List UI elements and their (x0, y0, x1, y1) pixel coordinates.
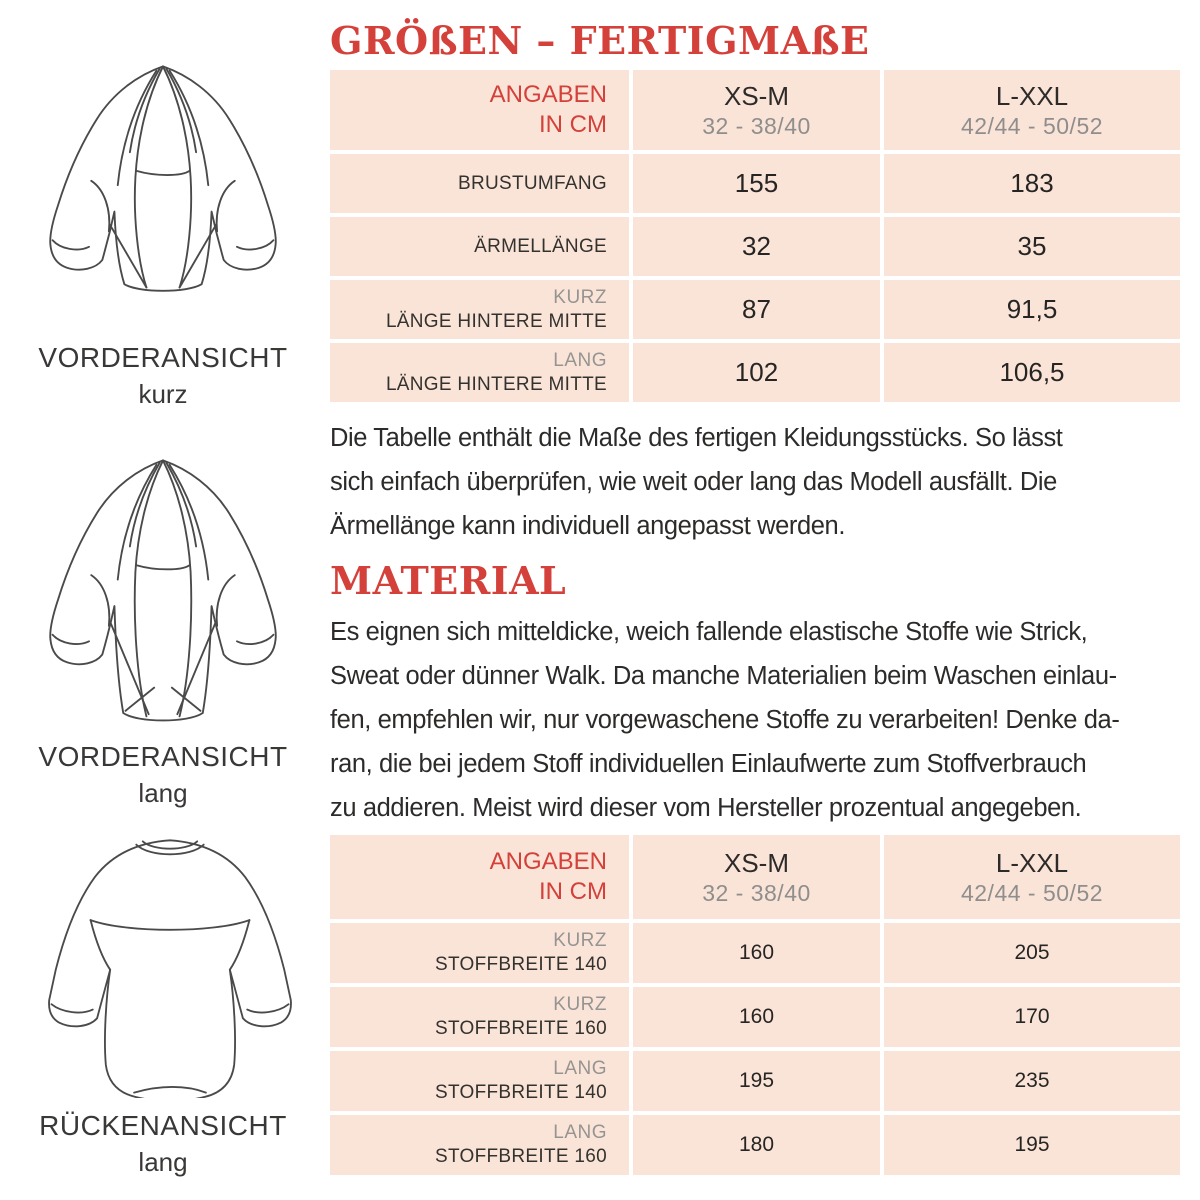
value-cell: 235 (884, 1051, 1180, 1111)
row-label-prefix: KURZ (553, 286, 607, 308)
table-header-units-line2: IN CM (539, 878, 607, 905)
paragraph-line: Die Tabelle enthält die Maße des fertigen Kleidungsstücks. So lässt (330, 424, 1063, 452)
front-view-short-drawing (25, 62, 301, 304)
size-range-label: 42/44 - 50/52 (960, 113, 1104, 139)
back-view-long-drawing (34, 836, 306, 1098)
fabric-requirements-table (330, 835, 1180, 1175)
size-group-label: XS-M (724, 81, 789, 111)
size-group-label: L-XXL (995, 81, 1069, 111)
row-label-cell (330, 280, 629, 339)
size-group-label: L-XXL (995, 848, 1069, 878)
value-cell: 170 (884, 987, 1180, 1047)
row-label: LÄNGE HINTERE MITTE (385, 373, 607, 395)
value-cell: 160 (633, 923, 880, 983)
table-header-units-cell (330, 70, 629, 150)
value-cell: 91,5 (884, 280, 1180, 339)
material-section-title: MATERIAL (330, 558, 567, 603)
paragraph-line: sich einfach überprüfen, wie weit oder lang das Modell ausfällt. Die (330, 468, 1057, 496)
size-range-label: 32 - 38/40 (702, 113, 811, 139)
table-header-units-cell (330, 835, 629, 919)
value-cell: 160 (633, 987, 880, 1047)
figure-sublabel-back-long: lang (138, 1147, 188, 1177)
row-label: STOFFBREITE 160 (434, 1146, 607, 1167)
value-cell: 32 (633, 217, 880, 276)
paragraph-line: fen, empfehlen wir, nur vorgewaschene Stoffe zu verarbeiten! Denke da- (330, 706, 1120, 734)
value-cell: 106,5 (884, 343, 1180, 402)
table-header-lxxl-cell (884, 835, 1180, 919)
row-label-cell (330, 1051, 629, 1111)
size-range-label: 42/44 - 50/52 (960, 880, 1104, 906)
sizes-paragraph (330, 416, 1190, 548)
table-header-lxxl-cell (884, 70, 1180, 150)
row-label-prefix: KURZ (553, 994, 607, 1015)
table-header-xsm-cell (633, 835, 880, 919)
material-paragraph (330, 610, 1190, 830)
row-label-prefix: LANG (553, 349, 607, 371)
value-cell: 195 (884, 1115, 1180, 1175)
table-header-units-line2: IN CM (539, 111, 607, 138)
row-label: BRUSTUMFANG (458, 172, 607, 194)
paragraph-line: Ärmellänge kann individuell angepasst werden. (330, 512, 845, 540)
row-label-prefix: LANG (553, 1058, 607, 1079)
row-label: LÄNGE HINTERE MITTE (385, 310, 607, 332)
row-label-cell (330, 154, 629, 213)
value-cell: 195 (633, 1051, 880, 1111)
value-cell: 102 (633, 343, 880, 402)
value-cell: 155 (633, 154, 880, 213)
paragraph-line: ran, die bei jedem Stoff individuellen Einlaufwerte zum Stoffverbrauch (330, 750, 1087, 778)
paragraph-line: Es eignen sich mitteldicke, weich fallende elastische Stoffe wie Strick, (330, 618, 1088, 646)
row-label-cell (330, 923, 629, 983)
value-cell: 180 (633, 1115, 880, 1175)
front-view-long-drawing (25, 456, 301, 734)
row-label: ÄRMELLÄNGE (474, 235, 607, 257)
row-label: STOFFBREITE 160 (434, 1018, 607, 1039)
row-label-cell (330, 343, 629, 402)
table-header-units-line1: ANGABEN (489, 848, 607, 875)
sizes-section-title: GRÖßEN – FERTIGMAßE (330, 18, 870, 63)
row-label-cell (330, 987, 629, 1047)
value-cell: 205 (884, 923, 1180, 983)
figure-label-back-long: RÜCKENANSICHT (39, 1110, 287, 1141)
row-label-cell (330, 1115, 629, 1175)
value-cell: 35 (884, 217, 1180, 276)
row-label-prefix: KURZ (553, 930, 607, 951)
row-label: STOFFBREITE 140 (434, 1082, 607, 1103)
figure-sublabel-front-long: lang (138, 778, 188, 808)
paragraph-line: Sweat oder dünner Walk. Da manche Materialien beim Waschen einlau- (330, 662, 1117, 690)
row-label-cell (330, 217, 629, 276)
size-range-label: 32 - 38/40 (702, 880, 811, 906)
paragraph-line: zu addieren. Meist wird dieser vom Hersteller prozentual angegeben. (330, 794, 1082, 822)
table-header-units-line1: ANGABEN (489, 81, 607, 108)
value-cell: 183 (884, 154, 1180, 213)
value-cell: 87 (633, 280, 880, 339)
figure-sublabel-front-short: kurz (138, 379, 188, 409)
row-label-prefix: LANG (553, 1122, 607, 1143)
size-group-label: XS-M (724, 848, 789, 878)
figure-label-front-long: VORDERANSICHT (38, 741, 288, 772)
finished-measurements-table (330, 70, 1180, 402)
figure-label-front-short: VORDERANSICHT (38, 342, 288, 373)
row-label: STOFFBREITE 140 (434, 954, 607, 975)
table-header-xsm-cell (633, 70, 880, 150)
